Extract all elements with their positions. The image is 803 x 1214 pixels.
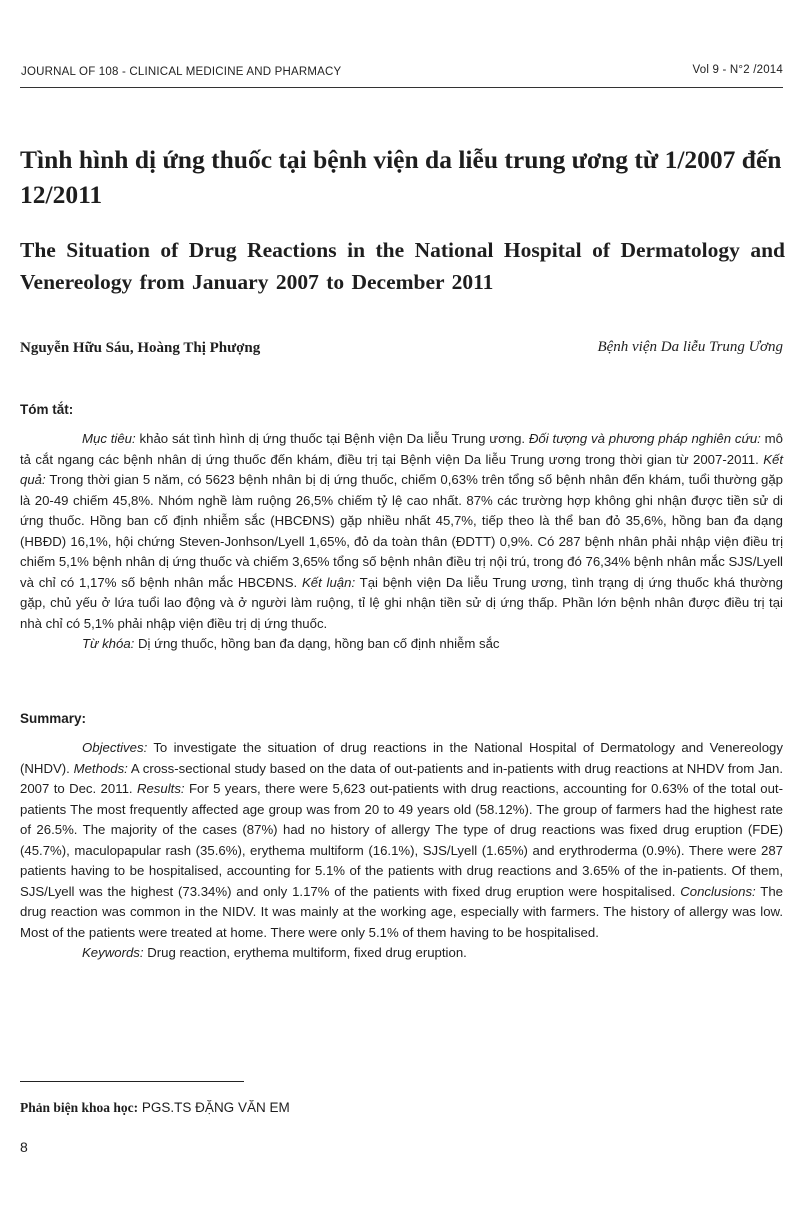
vi-keywords [20, 634, 783, 655]
page-number: 8 [20, 1139, 28, 1155]
journal-name: JOURNAL OF 108 - CLINICAL MEDICINE AND PHARMACY [21, 66, 342, 78]
running-header [21, 66, 783, 78]
vi-conclusion-label: Kết luận: [301, 574, 356, 590]
vi-keywords-label: Từ khóa: [82, 636, 135, 651]
en-conclusion-text: The drug reaction was common in the NIDV. It was mainly at the working age, especially with farmers. The history of allergy was low. Most of the patients were treated at home. There were only 5.1% of them having to be hospitalised. [20, 883, 784, 940]
vi-results-label: Kết quả: [20, 451, 783, 487]
vi-objective-text: khảo sát tình hình dị ứng thuốc tại Bệnh viện Da liễu Trung ương. [135, 431, 529, 446]
affiliation: Bệnh viện Da liễu Trung Ương [597, 339, 783, 355]
vi-abstract-body [20, 429, 783, 634]
en-conclusion-label: Conclusions: [680, 883, 756, 899]
en-objective-label: Objectives: [82, 740, 148, 755]
title-english: The Situation of Drug Reactions in the National Hospital of Dermatology and Venereology from January 2007 to December 2011 [20, 238, 785, 294]
en-results-label: Results: [136, 781, 185, 796]
header-divider [20, 87, 783, 88]
en-objective-text: To investigate the situation of drug reactions in the National Hospital of Dermatology and Venereology (NHDV). [20, 740, 783, 776]
vi-conclusion-text: Tại bệnh viện Da liễu Trung ương, tình trạng dị ứng thuốc khá thường gặp, chủ yếu ở lứa tuổi lao động và ở người làm ruộng, tỉ lệ ghi nhận tiền sử dị ứng thấp. Phần lớn bệnh nhân được điều trị tại nhà chỉ có 5,1% phải nhập viện điều trị dị ứng thuốc. [20, 574, 783, 631]
en-abstract-body [20, 738, 783, 943]
en-keywords-text: Drug reaction, erythema multiform, fixed drug eruption. [143, 945, 467, 960]
issue-number: Vol 9 - N°2 /2014 [692, 64, 783, 76]
en-abstract-heading: Summary: [20, 711, 87, 726]
en-keywords [20, 943, 783, 964]
reviewer-name: PGS.TS ĐẶNG VĂN EM [138, 1100, 290, 1115]
en-methods-text: A cross-sectional study based on the data of out-patients and in-patients with drug reactions at NHDV from Jan. 2007 to Dec. 2011. [20, 760, 783, 796]
en-methods-label: Methods: [73, 760, 128, 776]
vi-abstract [20, 429, 783, 655]
reviewer-note [20, 1100, 290, 1116]
vi-objective-label: Mục tiêu: [82, 431, 136, 446]
vi-keywords-text: Dị ứng thuốc, hồng ban đa dạng, hồng ban cố định nhiễm sắc [134, 636, 500, 651]
vi-abstract-heading: Tóm tắt: [20, 402, 74, 417]
footnote-divider [20, 1081, 244, 1082]
en-results-text: For 5 years, there were 5,623 out-patients with drug reactions, accounting for 0.63% of the total out-patients The most frequently affected age group was from 20 to 49 years old (58.12%). The group of farmers had the highest rate of 26.5%. The majority of the cases (87%) had no history of allergy The type of drug reactions was fixed drug eruption (FDE) (45.7%), maculopapular rash (35.6%), erythema multiform (16.1%), SJS/Lyell (1.65%) and erythroderma (0.9%). There were 287 patients having to be hospitalised, accounting for 5.1% of the patients with drug reactions and 3.65% of the in-patients. Of them, SJS/Lyell was the highest (73.34%) and only 1.17% of the patients with fixed drug eruption were hospitalised. [20, 781, 783, 899]
en-keywords-label: Keywords: [82, 945, 144, 960]
vi-results-text: Trong thời gian 5 năm, có 5623 bệnh nhân bị dị ứng thuốc, chiếm 0,63% trên tổng số bệnh nhân đến khám, tuổi thường gặp là 20-49 chiếm 45,8%. Nhóm nghề làm ruộng 26,5% chiếm tỷ lệ cao nhất. 87% các trường hợp không ghi nhận được tiền sử di ứng thuốc. Hồng ban cố định nhiễm sắc (HBCĐNS) gặp nhiều nhất 45,7%, tiếp theo là thể ban đỏ 35,6%, hồng ban đa dạng (HBĐD) 16,1%, hội chứng Steven-Jonhson/Lyell 1,65%, đỏ da toàn thân (ĐDTT) 0,9%. Có 287 bệnh nhân phải nhập viện điều trị chiếm 5,1% bệnh nhân dị ứng thuốc và chiếm 3,65% tổng số bệnh nhân điều trị nội trú, trong đó 76,34% bệnh nhân mắc SJS/Lyell và chỉ có 1,17% số bệnh nhân mắc HBCĐNS. [20, 472, 783, 590]
en-abstract [20, 738, 783, 964]
reviewer-label: Phản biện khoa học: [20, 1100, 139, 1115]
authors: Nguyễn Hữu Sáu, Hoàng Thị Phượng [20, 340, 261, 356]
title-vietnamese: Tình hình dị ứng thuốc tại bệnh viện da liễu trung ương từ 1/2007 đến 12/2011 [20, 145, 782, 209]
vi-methods-label: Đối tượng và phương pháp nghiên cứu: [528, 431, 761, 446]
vi-methods-text: mô tả cắt ngang các bệnh nhân dị ứng thuốc đến khám, điều trị tại Bệnh viện Da liễu Trung ương trong thời gian từ 2007-2011. [20, 431, 783, 467]
